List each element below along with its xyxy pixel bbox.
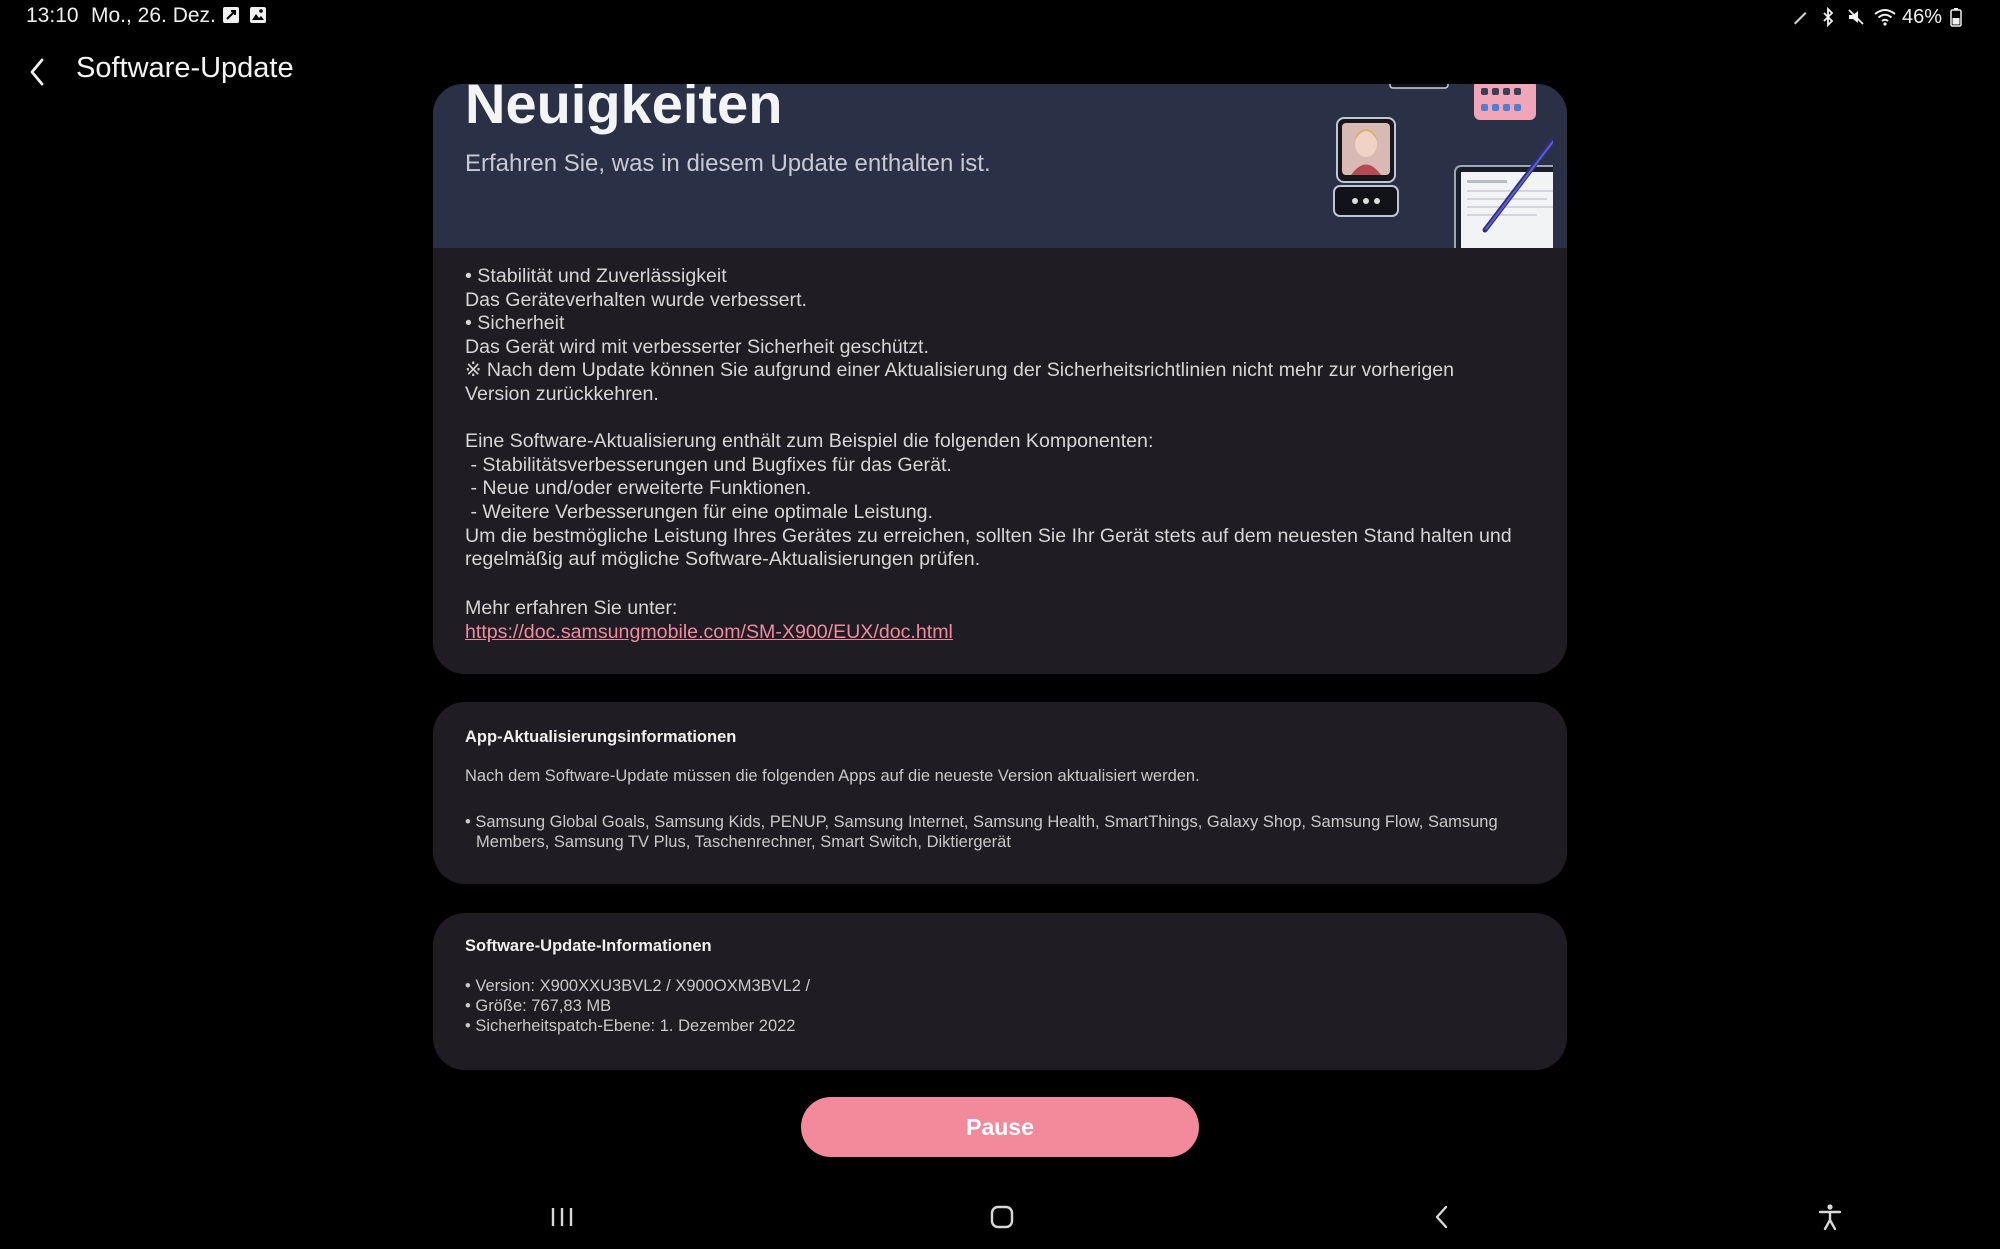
software-info-size: • Größe: 767,83 MB	[465, 997, 612, 1015]
wifi-icon	[1874, 7, 1894, 27]
software-info-heading: Software-Update-Informationen	[465, 937, 712, 955]
learn-more-label: Mehr erfahren Sie unter:	[465, 597, 678, 619]
release-notes-heading: Neuigkeiten	[465, 84, 783, 135]
back-icon	[1432, 1204, 1452, 1230]
mute-icon	[1846, 7, 1866, 27]
image-notification-icon	[221, 5, 241, 25]
accessibility-icon	[1817, 1203, 1843, 1231]
app-update-heading: App-Aktualisierungsinformationen	[465, 728, 737, 746]
software-info-patch: • Sicherheitspatch-Ebene: 1. Dezember 2022	[465, 1017, 796, 1035]
recent-apps-button[interactable]	[538, 1193, 586, 1241]
home-icon	[989, 1204, 1015, 1230]
status-time: 13:10	[26, 4, 79, 27]
status-icons	[1790, 3, 1962, 31]
navigation-bar	[0, 1185, 2000, 1249]
nav-back-button[interactable]	[1418, 1193, 1466, 1241]
accessibility-button[interactable]	[1806, 1193, 1854, 1241]
pen-icon	[1790, 7, 1810, 27]
release-notes-card	[433, 84, 1567, 674]
status-date: Mo., 26. Dez.	[91, 4, 216, 27]
app-update-list-line-2: Members, Samsung TV Plus, Taschenrechner, Smart Switch, Diktiergerät	[476, 833, 1011, 851]
page-title: Software-Update	[76, 52, 294, 84]
release-notes-subtitle: Erfahren Sie, was in diesem Update enthalten ist.	[465, 150, 991, 177]
app-update-description: Nach dem Software-Update müssen die folgenden Apps auf die neueste Version aktualisiert werden.	[465, 767, 1200, 785]
software-info-card	[433, 913, 1567, 1070]
back-button[interactable]	[16, 50, 60, 94]
release-notes-link[interactable]: https://doc.samsungmobile.com/SM-X900/EUX/doc.html	[465, 621, 953, 643]
pause-button[interactable]: Pause	[801, 1097, 1199, 1157]
release-notes-body: • Stabilität und Zuverlässigkeit Das Geräteverhalten wurde verbessert. • Sicherheit Das Gerät wird mit verbesserter Sicherheit geschützt. ※ Nach dem Update können Sie aufgrund einer Aktualisierung der Sicherheitsrichtlinien nicht mehr zur vorherigen Version zurückkehren. Eine Software-Aktualisierung enthält zum Beispiel die folgenden Komponenten: - Stabilitätsverbesserungen und Bugfixes für das Gerät. - Neue und/oder erweiterte Funktionen. - Weitere Verbesserungen für eine optimale Leistung. Um die bestmögliche Leistung Ihres Gerätes zu erreichen, sollten Sie Ihr Gerät stets auf dem neuesten Stand halten und regelmäßig auf mögliche Software-Aktualisierungen prüfen.	[465, 265, 1512, 571]
app-update-card	[433, 702, 1567, 884]
status-bar	[0, 0, 2000, 34]
chevron-left-icon	[27, 57, 49, 87]
release-notes-banner	[433, 84, 1567, 248]
app-update-list-line-1: • Samsung Global Goals, Samsung Kids, PENUP, Samsung Internet, Samsung Health, SmartThings, Galaxy Shop, Samsung Flow, Samsung	[465, 813, 1498, 831]
recent-apps-icon	[549, 1205, 575, 1229]
battery-percent: 46%	[1901, 5, 1942, 28]
software-info-version: • Version: X900XXU3BVL2 / X900OXM3BVL2 /	[465, 977, 811, 995]
battery-icon	[1950, 7, 1962, 27]
bluetooth-icon	[1818, 7, 1838, 27]
home-button[interactable]	[978, 1193, 1026, 1241]
devices-illustration-icon	[1293, 84, 1553, 248]
gallery-notification-icon	[248, 5, 268, 25]
